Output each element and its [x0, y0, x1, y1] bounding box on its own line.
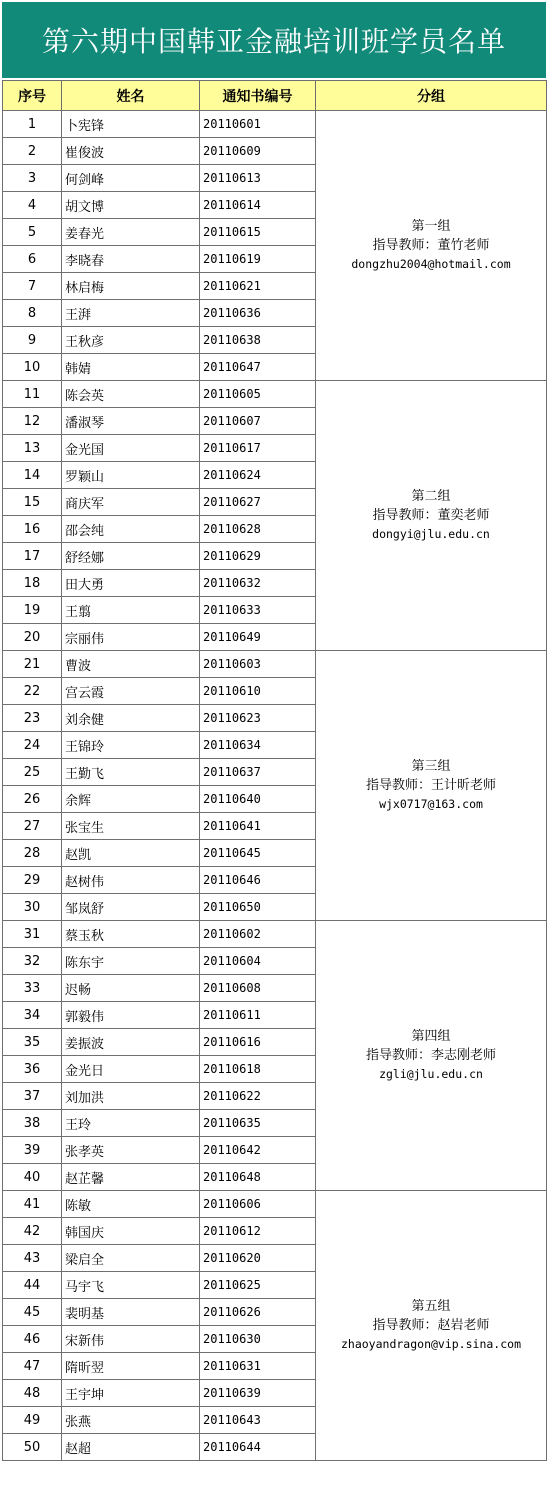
cell-notice-number: 20110629	[200, 543, 316, 570]
cell-notice-number: 20110601	[200, 111, 316, 138]
cell-notice-number: 20110624	[200, 462, 316, 489]
group-teacher: 指导教师：董奕老师	[372, 508, 490, 523]
cell-name: 刘加洪	[62, 1083, 200, 1110]
cell-notice-number: 20110608	[200, 975, 316, 1002]
cell-seq: 40	[3, 1164, 62, 1191]
cell-name: 蔡玉秋	[62, 921, 200, 948]
cell-notice-number: 20110627	[200, 489, 316, 516]
cell-name: 金光国	[62, 435, 200, 462]
group-email: wjx0717@163.com	[379, 797, 483, 811]
cell-notice-number: 20110645	[200, 840, 316, 867]
header-group: 分组	[316, 81, 547, 111]
cell-notice-number: 20110641	[200, 813, 316, 840]
cell-name: 邵会纯	[62, 516, 200, 543]
cell-name: 田大勇	[62, 570, 200, 597]
cell-notice-number: 20110621	[200, 273, 316, 300]
cell-notice-number: 20110610	[200, 678, 316, 705]
cell-notice-number: 20110616	[200, 1029, 316, 1056]
cell-notice-number: 20110632	[200, 570, 316, 597]
cell-seq: 50	[3, 1434, 62, 1461]
cell-notice-number: 20110615	[200, 219, 316, 246]
cell-seq: 4	[3, 192, 62, 219]
cell-name: 宋新伟	[62, 1326, 200, 1353]
cell-name: 商庆军	[62, 489, 200, 516]
cell-notice-number: 20110644	[200, 1434, 316, 1461]
cell-seq: 13	[3, 435, 62, 462]
cell-name: 卜宪锋	[62, 111, 200, 138]
cell-seq: 27	[3, 813, 62, 840]
group-teacher: 指导教师：王计昕老师	[365, 778, 496, 793]
cell-notice-number: 20110631	[200, 1353, 316, 1380]
cell-notice-number: 20110614	[200, 192, 316, 219]
table-row	[3, 381, 547, 408]
group-teacher: 指导教师：董竹老师	[372, 238, 490, 253]
cell-seq: 30	[3, 894, 62, 921]
cell-seq: 42	[3, 1218, 62, 1245]
cell-name: 王秋彦	[62, 327, 200, 354]
group-email: zhaoyandragon@vip.sina.com	[340, 1337, 521, 1351]
cell-seq: 7	[3, 273, 62, 300]
group-email: dongyi@jlu.edu.cn	[372, 527, 490, 541]
group-cell	[316, 651, 547, 921]
cell-name: 迟畅	[62, 975, 200, 1002]
group-cell	[316, 1191, 547, 1461]
cell-seq: 17	[3, 543, 62, 570]
cell-name: 舒经娜	[62, 543, 200, 570]
cell-name: 宗丽伟	[62, 624, 200, 651]
cell-name: 王宇坤	[62, 1380, 200, 1407]
cell-name: 韩婧	[62, 354, 200, 381]
table-row	[3, 921, 547, 948]
cell-seq: 26	[3, 786, 62, 813]
page-title: 第六期中国韩亚金融培训班学员名单	[2, 2, 546, 78]
cell-name: 陈敏	[62, 1191, 200, 1218]
header-notice-number: 通知书编号	[200, 81, 316, 111]
cell-name: 姜春光	[62, 219, 200, 246]
cell-name: 王翦	[62, 597, 200, 624]
cell-name: 赵芷馨	[62, 1164, 200, 1191]
cell-notice-number: 20110618	[200, 1056, 316, 1083]
cell-notice-number: 20110626	[200, 1299, 316, 1326]
header-row	[3, 81, 547, 111]
cell-name: 胡文博	[62, 192, 200, 219]
cell-seq: 24	[3, 732, 62, 759]
cell-name: 潘淑琴	[62, 408, 200, 435]
cell-seq: 48	[3, 1380, 62, 1407]
group-teacher: 指导教师：李志刚老师	[365, 1048, 496, 1063]
cell-notice-number: 20110606	[200, 1191, 316, 1218]
cell-seq: 33	[3, 975, 62, 1002]
cell-notice-number: 20110643	[200, 1407, 316, 1434]
cell-name: 余辉	[62, 786, 200, 813]
group-cell	[316, 111, 547, 381]
cell-notice-number: 20110603	[200, 651, 316, 678]
roster-body	[3, 111, 547, 1461]
cell-name: 林启梅	[62, 273, 200, 300]
cell-name: 曹波	[62, 651, 200, 678]
cell-name: 邹岚舒	[62, 894, 200, 921]
cell-notice-number: 20110611	[200, 1002, 316, 1029]
cell-notice-number: 20110637	[200, 759, 316, 786]
cell-seq: 6	[3, 246, 62, 273]
cell-seq: 35	[3, 1029, 62, 1056]
cell-name: 陈会英	[62, 381, 200, 408]
cell-seq: 45	[3, 1299, 62, 1326]
cell-seq: 18	[3, 570, 62, 597]
cell-name: 张宝生	[62, 813, 200, 840]
cell-name: 郭毅伟	[62, 1002, 200, 1029]
cell-notice-number: 20110619	[200, 246, 316, 273]
cell-seq: 10	[3, 354, 62, 381]
cell-seq: 20	[3, 624, 62, 651]
cell-seq: 29	[3, 867, 62, 894]
cell-notice-number: 20110650	[200, 894, 316, 921]
cell-seq: 41	[3, 1191, 62, 1218]
cell-name: 王勤飞	[62, 759, 200, 786]
cell-notice-number: 20110620	[200, 1245, 316, 1272]
cell-seq: 38	[3, 1110, 62, 1137]
cell-notice-number: 20110636	[200, 300, 316, 327]
cell-seq: 2	[3, 138, 62, 165]
cell-notice-number: 20110640	[200, 786, 316, 813]
cell-name: 姜振波	[62, 1029, 200, 1056]
cell-name: 李晓春	[62, 246, 200, 273]
table-row	[3, 111, 547, 138]
group-name: 第五组	[411, 1299, 451, 1314]
cell-notice-number: 20110602	[200, 921, 316, 948]
group-cell	[316, 921, 547, 1191]
cell-name: 王湃	[62, 300, 200, 327]
cell-seq: 31	[3, 921, 62, 948]
cell-seq: 12	[3, 408, 62, 435]
cell-notice-number: 20110625	[200, 1272, 316, 1299]
cell-notice-number: 20110605	[200, 381, 316, 408]
cell-seq: 43	[3, 1245, 62, 1272]
cell-seq: 9	[3, 327, 62, 354]
cell-seq: 34	[3, 1002, 62, 1029]
group-name: 第三组	[411, 759, 451, 774]
cell-seq: 1	[3, 111, 62, 138]
cell-name: 崔俊波	[62, 138, 200, 165]
cell-name: 张燕	[62, 1407, 200, 1434]
cell-seq: 15	[3, 489, 62, 516]
roster-table	[2, 80, 547, 1461]
cell-name: 梁启全	[62, 1245, 200, 1272]
group-teacher: 指导教师：赵岩老师	[372, 1318, 490, 1333]
cell-seq: 21	[3, 651, 62, 678]
cell-notice-number: 20110647	[200, 354, 316, 381]
cell-notice-number: 20110617	[200, 435, 316, 462]
header-seq: 序号	[3, 81, 62, 111]
cell-name: 马宇飞	[62, 1272, 200, 1299]
group-cell	[316, 381, 547, 651]
cell-seq: 22	[3, 678, 62, 705]
cell-notice-number: 20110635	[200, 1110, 316, 1137]
table-row	[3, 651, 547, 678]
cell-name: 隋昕翌	[62, 1353, 200, 1380]
cell-name: 赵树伟	[62, 867, 200, 894]
cell-seq: 47	[3, 1353, 62, 1380]
cell-seq: 28	[3, 840, 62, 867]
cell-notice-number: 20110630	[200, 1326, 316, 1353]
cell-seq: 36	[3, 1056, 62, 1083]
cell-notice-number: 20110613	[200, 165, 316, 192]
cell-notice-number: 20110633	[200, 597, 316, 624]
cell-notice-number: 20110622	[200, 1083, 316, 1110]
cell-name: 宫云霞	[62, 678, 200, 705]
cell-name: 何剑峰	[62, 165, 200, 192]
cell-name: 赵超	[62, 1434, 200, 1461]
cell-name: 刘余健	[62, 705, 200, 732]
cell-seq: 19	[3, 597, 62, 624]
group-email: dongzhu2004@hotmail.com	[351, 257, 511, 271]
cell-name: 赵凯	[62, 840, 200, 867]
cell-seq: 37	[3, 1083, 62, 1110]
cell-seq: 5	[3, 219, 62, 246]
cell-name: 韩国庆	[62, 1218, 200, 1245]
cell-notice-number: 20110604	[200, 948, 316, 975]
cell-notice-number: 20110612	[200, 1218, 316, 1245]
cell-notice-number: 20110648	[200, 1164, 316, 1191]
cell-notice-number: 20110628	[200, 516, 316, 543]
cell-seq: 23	[3, 705, 62, 732]
group-email: zgli@jlu.edu.cn	[379, 1067, 483, 1081]
group-name: 第一组	[411, 219, 451, 234]
header-name: 姓名	[62, 81, 200, 111]
cell-seq: 8	[3, 300, 62, 327]
group-name: 第二组	[411, 489, 451, 504]
cell-notice-number: 20110607	[200, 408, 316, 435]
cell-name: 王玲	[62, 1110, 200, 1137]
cell-notice-number: 20110649	[200, 624, 316, 651]
cell-notice-number: 20110646	[200, 867, 316, 894]
cell-seq: 44	[3, 1272, 62, 1299]
cell-notice-number: 20110623	[200, 705, 316, 732]
cell-name: 裴明基	[62, 1299, 200, 1326]
table-row	[3, 1191, 547, 1218]
group-name: 第四组	[411, 1029, 451, 1044]
cell-seq: 11	[3, 381, 62, 408]
cell-seq: 39	[3, 1137, 62, 1164]
cell-notice-number: 20110609	[200, 138, 316, 165]
cell-name: 王锦玲	[62, 732, 200, 759]
cell-name: 张孝英	[62, 1137, 200, 1164]
cell-seq: 3	[3, 165, 62, 192]
cell-notice-number: 20110634	[200, 732, 316, 759]
cell-seq: 46	[3, 1326, 62, 1353]
cell-seq: 16	[3, 516, 62, 543]
cell-seq: 32	[3, 948, 62, 975]
cell-seq: 14	[3, 462, 62, 489]
cell-notice-number: 20110642	[200, 1137, 316, 1164]
cell-name: 罗颖山	[62, 462, 200, 489]
cell-seq: 49	[3, 1407, 62, 1434]
cell-name: 金光日	[62, 1056, 200, 1083]
cell-seq: 25	[3, 759, 62, 786]
cell-name: 陈东宇	[62, 948, 200, 975]
cell-notice-number: 20110638	[200, 327, 316, 354]
cell-notice-number: 20110639	[200, 1380, 316, 1407]
